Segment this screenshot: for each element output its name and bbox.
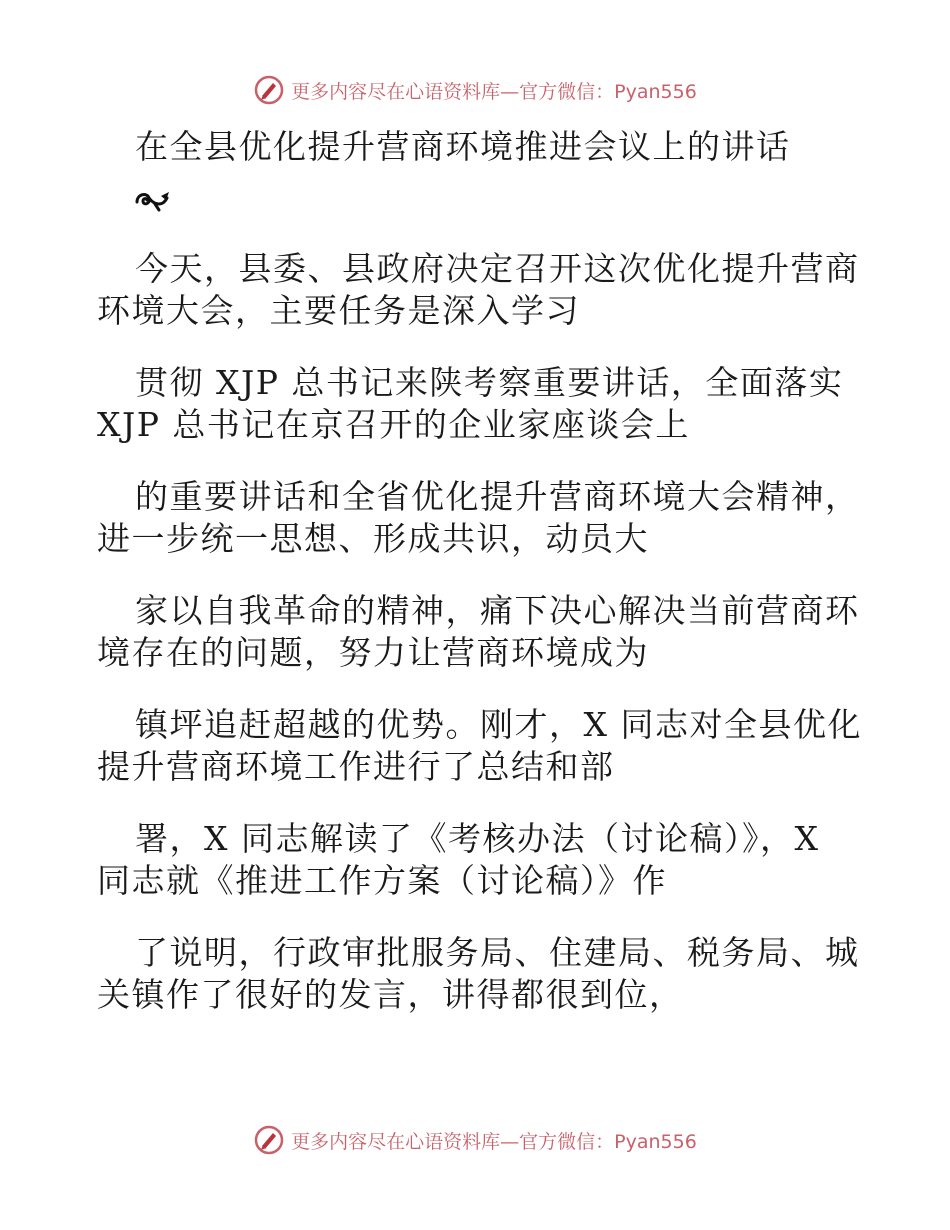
paragraph-line: 贯彻 XJP 总书记来陕考察重要讲话，全面落实 <box>135 363 844 402</box>
paragraph <box>97 476 877 560</box>
header-banner-text <box>291 77 697 104</box>
paragraph-line: 家以自我革命的精神，痛下决心解决当前营商环 <box>135 591 860 630</box>
paragraph-line: 了说明，行政审批服务局、住建局、税务局、城 <box>135 933 860 972</box>
paragraph-line: 关镇作了很好的发言，讲得都很到位， <box>97 975 684 1014</box>
header-banner <box>0 70 950 110</box>
paragraph-line: 提升营商环境工作进行了总结和部 <box>97 747 615 786</box>
paragraph <box>97 818 877 902</box>
paragraph-line: 进一步统一思想、形成共识，动员大 <box>97 519 649 558</box>
banner-wechat-id: Pyan556 <box>614 80 697 103</box>
pen-seal-logo-icon <box>253 1124 285 1156</box>
banner-main-text: 更多内容尽在心语资料库—官方微信： <box>291 80 615 103</box>
paragraph <box>97 704 877 788</box>
document-title: 在全县优化提升营商环境推进会议上的讲话 <box>135 127 791 166</box>
banner-wechat-id: Pyan556 <box>614 1130 697 1153</box>
paragraph <box>97 248 877 332</box>
document-body <box>97 126 877 1016</box>
paragraph-line: XJP 总书记在京召开的企业家座谈会上 <box>97 405 690 444</box>
paragraph-line: 署，X 同志解读了《考核办法（讨论稿）》，X <box>135 819 820 858</box>
footer-banner <box>0 1120 950 1160</box>
paragraph-line: 镇坪追赶超越的优势。刚才，X 同志对全县优化 <box>135 705 862 744</box>
paragraph-line: 同志就《推进工作方案（讨论稿）》作 <box>97 861 667 900</box>
paragraph <box>97 362 877 446</box>
paragraph-line: 环境大会，主要任务是深入学习 <box>97 291 580 330</box>
paragraph-line: 的重要讲话和全省优化提升营商环境大会精神， <box>135 477 860 516</box>
paragraph-line: 境存在的问题，努力让营商环境成为 <box>97 633 649 672</box>
paragraph <box>97 590 877 674</box>
banner-main-text: 更多内容尽在心语资料库—官方微信： <box>291 1130 615 1153</box>
footer-banner-text <box>291 1127 697 1154</box>
paragraph-line: 今天，县委、县政府决定召开这次优化提升营商 <box>135 249 860 288</box>
paragraph <box>97 932 877 1016</box>
pen-seal-logo-icon <box>253 74 285 106</box>
floral-flourish-icon <box>133 184 173 214</box>
ornament <box>97 184 877 222</box>
